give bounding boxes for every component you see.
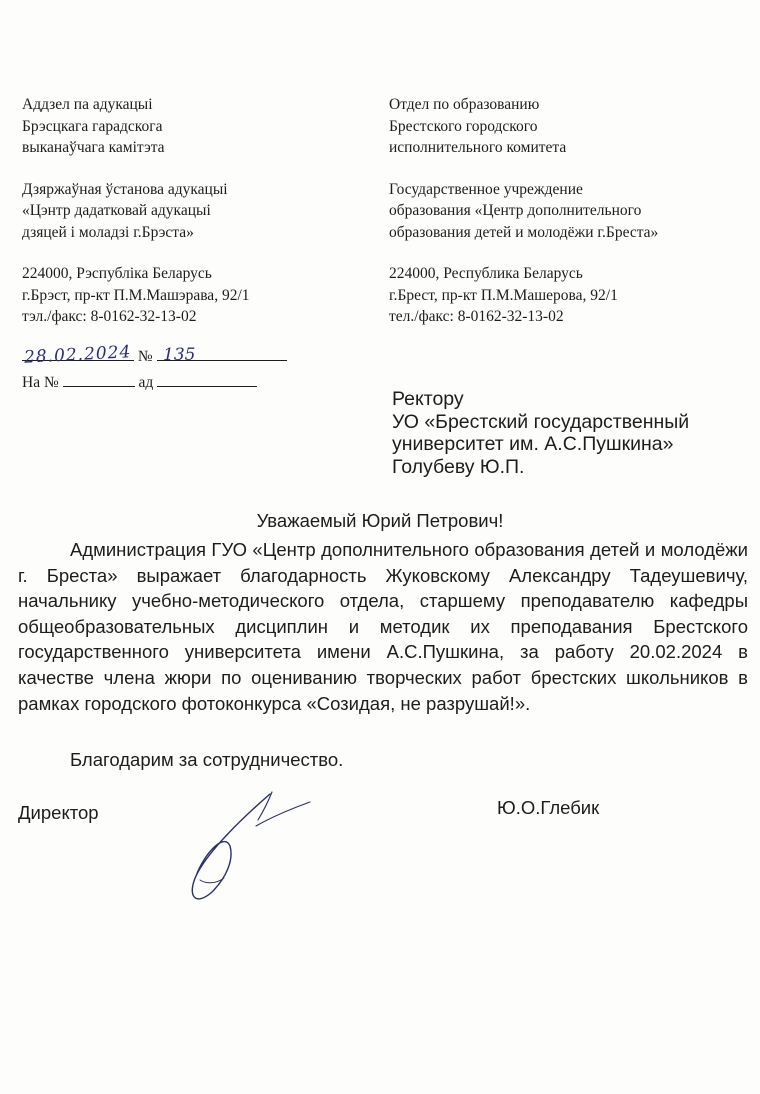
closing-thanks: Благодарим за сотрудничество. bbox=[70, 749, 344, 770]
greeting: Уважаемый Юрий Петрович! bbox=[256, 510, 504, 531]
header-left-address bbox=[22, 263, 362, 328]
header-left-line: выканаўчага камітэта bbox=[22, 139, 165, 156]
header-left-institution bbox=[22, 179, 362, 244]
header-right-line: исполнительного комитета bbox=[389, 139, 567, 156]
header-left-org bbox=[22, 94, 362, 159]
reply-reference-line bbox=[22, 372, 257, 392]
addressee-line: Голубеву Ю.П. bbox=[392, 455, 525, 478]
header-left-line: «Цэнтр дадатковай адукацыі bbox=[22, 202, 211, 219]
header-left-line: г.Брэст, пр-кт П.М.Машэрава, 92/1 bbox=[22, 286, 250, 304]
handwritten-number: 135 bbox=[163, 345, 196, 365]
header-left-belarusian bbox=[22, 94, 362, 348]
header-right-line: Отдел по образованию bbox=[389, 96, 540, 113]
header-right-address bbox=[389, 263, 749, 328]
header-left-line: Дзяржаўная ўстанова адукацыі bbox=[22, 180, 228, 198]
handwritten-date: 28.02.2024 bbox=[23, 342, 132, 368]
addressee-line: университет им. А.С.Пушкина» bbox=[392, 433, 674, 455]
reply-label: На № bbox=[22, 374, 59, 391]
header-right-line: Брестского городского bbox=[389, 117, 538, 135]
reply-date-underline bbox=[157, 372, 257, 387]
handwritten-signature bbox=[160, 780, 320, 910]
addressee-line: Ректору bbox=[392, 388, 464, 410]
header-left-line: Аддзел па адукацыі bbox=[22, 96, 153, 113]
addressee-block bbox=[392, 388, 689, 478]
from-label: ад bbox=[138, 374, 154, 391]
header-right-org bbox=[389, 94, 749, 159]
signatory-title: Директор bbox=[18, 802, 99, 823]
header-right-line: Государственное учреждение bbox=[389, 180, 583, 198]
header-right-line: образования детей и молодёжи г.Бреста» bbox=[389, 223, 659, 241]
letter-body bbox=[18, 537, 748, 716]
header-right-line: тел./факс: 8-0162-32-13-02 bbox=[389, 308, 564, 325]
signatory-name: Ю.О.Глебик bbox=[497, 797, 600, 818]
addressee-line: УО «Брестский государственный bbox=[392, 410, 690, 433]
reply-number-underline bbox=[63, 372, 135, 387]
body-paragraph: Администрация ГУО «Центр дополнительного образования детей и молодёжи г. Бреста» выражает благодарность Жуковскому Александру Тадеушевичу, начальнику учебно-методического отдела, старшему преподавателю кафедры общеобразовательных дисциплин и методик их преподавания Брестского государственного университета имени А.С.Пушкина, за работу 20.02.2024 в качестве члена жюри по оцениванию творческих работ брестских школьников в рамках городского фотоконкурса «Созидая, не разрушай!». bbox=[18, 539, 748, 714]
header-left-line: дзяцей і моладзі г.Брэста» bbox=[22, 223, 194, 241]
header-right-line: образования «Центр дополнительного bbox=[389, 202, 642, 219]
header-left-line: Брэсцкага гарадскога bbox=[22, 117, 163, 135]
header-right-line: 224000, Республика Беларусь bbox=[389, 265, 583, 282]
header-right-institution bbox=[389, 179, 749, 244]
number-label: № bbox=[137, 348, 153, 365]
header-right-russian bbox=[389, 94, 749, 348]
header-left-line: тэл./факс: 8-0162-32-13-02 bbox=[22, 308, 197, 325]
header-left-line: 224000, Рэспубліка Беларусь bbox=[22, 265, 212, 282]
header-right-line: г.Брест, пр-кт П.М.Машерова, 92/1 bbox=[389, 286, 618, 304]
